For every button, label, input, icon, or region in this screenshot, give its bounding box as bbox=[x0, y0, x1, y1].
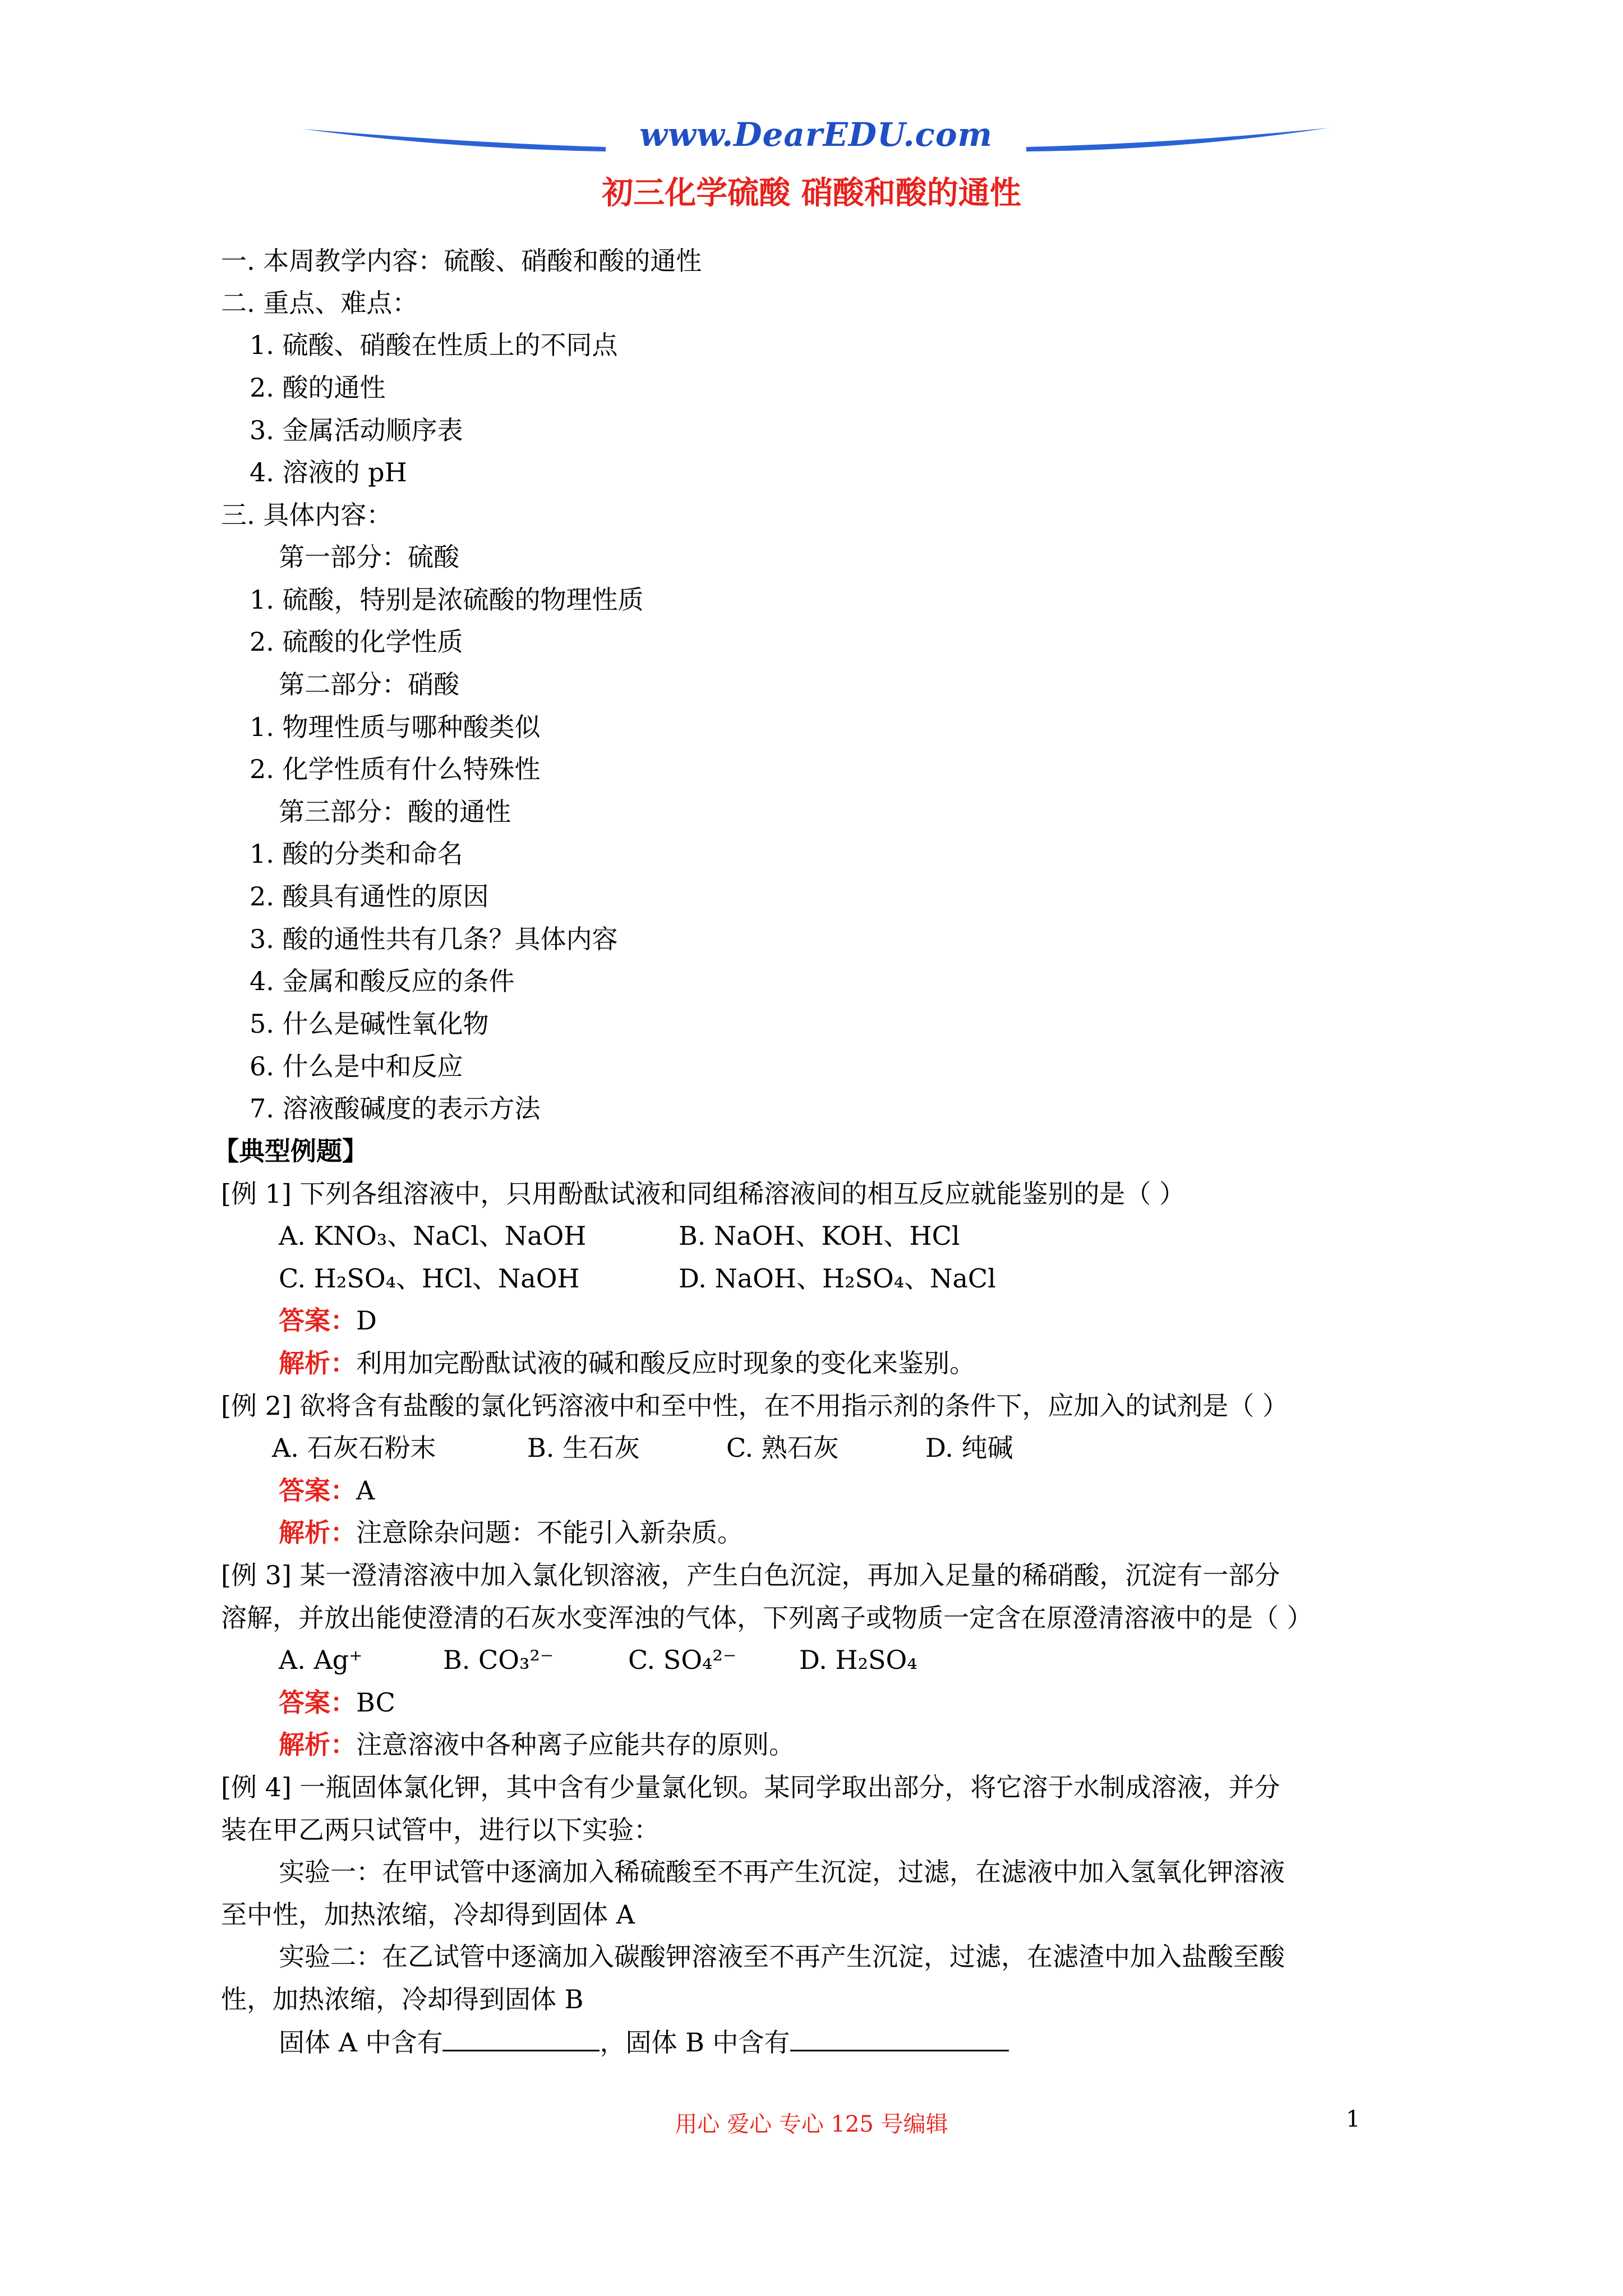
analysis-text: 注意除杂问题：不能引入新杂质。 bbox=[356, 1517, 743, 1548]
example-2-answer bbox=[279, 1474, 375, 1507]
example-1-choice-d: D. NaOH、H₂SO₄、NaCl bbox=[679, 1263, 996, 1294]
answer-blank-a[interactable] bbox=[442, 2025, 600, 2051]
answer-value: D bbox=[356, 1305, 377, 1336]
example-2-stem: [例 2] 欲将含有盐酸的氯化钙溶液中和至中性，在不用指示剂的条件下，应加入的试剂是（ ） bbox=[221, 1391, 1289, 1421]
example-2-choice-c: C. 熟石灰 bbox=[726, 1433, 839, 1463]
example-2-choice-a: A. 石灰石粉末 bbox=[272, 1433, 436, 1463]
analysis-label: 解析： bbox=[279, 1348, 356, 1378]
list-item: 6. 什么是中和反应 bbox=[250, 1051, 463, 1082]
list-item: 3. 金属活动顺序表 bbox=[250, 415, 463, 445]
question-solid-a: 固体 A 中含有 bbox=[279, 2027, 443, 2058]
answer-blank-b[interactable] bbox=[790, 2025, 1009, 2051]
example-3-stem-cont: 溶解，并放出能使澄清的石灰水变浑浊的气体，下列离子或物质一定含在原澄清溶液中的是（ ） bbox=[221, 1603, 1313, 1633]
example-1-stem: [例 1] 下列各组溶液中，只用酚酞试液和同组稀溶液间的相互反应就能鉴别的是（ ） bbox=[221, 1179, 1186, 1209]
list-item: 1. 硫酸、硝酸在性质上的不同点 bbox=[250, 330, 618, 360]
answer-value: A bbox=[356, 1475, 375, 1506]
answer-value: BC bbox=[356, 1687, 395, 1718]
example-3-stem: [例 3] 某一澄清溶液中加入氯化钡溶液，产生白色沉淀，再加入足量的稀硝酸，沉淀有一部分 bbox=[221, 1560, 1280, 1590]
analysis-label: 解析： bbox=[279, 1517, 356, 1548]
example-4-stem-cont: 装在甲乙两只试管中，进行以下实验： bbox=[221, 1815, 660, 1845]
example-2-analysis bbox=[279, 1516, 743, 1549]
part-heading: 第三部分：酸的通性 bbox=[279, 797, 511, 827]
list-item: 7. 溶液酸碱度的表示方法 bbox=[250, 1093, 541, 1124]
example-2-choice-d: D. 纯碱 bbox=[925, 1433, 1013, 1463]
experiment-1: 实验一：在甲试管中逐滴加入稀硫酸至不再产生沉淀，过滤，在滤液中加入氢氧化钾溶液 bbox=[279, 1857, 1285, 1887]
page-number: 1 bbox=[1346, 2106, 1361, 2132]
list-item: 1. 酸的分类和命名 bbox=[250, 839, 463, 869]
example-4-question bbox=[279, 2025, 1009, 2059]
list-item: 3. 酸的通性共有几条？具体内容 bbox=[250, 924, 618, 954]
list-item: 4. 金属和酸反应的条件 bbox=[250, 966, 515, 996]
analysis-text: 利用加完酚酞试液的碱和酸反应时现象的变化来鉴别。 bbox=[356, 1348, 975, 1378]
example-4-stem: [例 4] 一瓶固体氯化钾，其中含有少量氯化钡。某同学取出部分，将它溶于水制成溶液，并分 bbox=[221, 1772, 1280, 1802]
list-item: 2. 酸具有通性的原因 bbox=[250, 881, 489, 912]
page-title: 初三化学硫酸 硝酸和酸的通性 bbox=[602, 175, 1021, 211]
answer-label: 答案： bbox=[279, 1687, 356, 1718]
example-3-choice-a: A. Ag⁺ bbox=[279, 1645, 363, 1675]
logo-text: www.DearEDU.com bbox=[639, 116, 993, 154]
experiment-2: 实验二：在乙试管中逐滴加入碳酸钾溶液至不再产生沉淀，过滤，在滤渣中加入盐酸至酸 bbox=[279, 1941, 1285, 1972]
example-3-answer bbox=[279, 1686, 395, 1719]
example-3-choice-b: B. CO₃²⁻ bbox=[443, 1645, 554, 1675]
site-logo bbox=[303, 112, 1329, 168]
experiment-2-cont: 性，加热浓缩，冷却得到固体 B bbox=[221, 1984, 584, 2014]
answer-label: 答案： bbox=[279, 1305, 356, 1336]
analysis-text: 注意溶液中各种离子应能共存的原则。 bbox=[356, 1729, 795, 1760]
list-item: 2. 化学性质有什么特殊性 bbox=[250, 754, 541, 784]
footer-text: 用心 爱心 专心 125 号编辑 bbox=[675, 2111, 948, 2137]
list-item: 1. 硫酸，特别是浓硫酸的物理性质 bbox=[250, 585, 644, 615]
section-3: 三. 具体内容： bbox=[221, 500, 393, 530]
part-heading: 第一部分：硫酸 bbox=[279, 542, 459, 572]
example-2-choice-b: B. 生石灰 bbox=[527, 1433, 640, 1463]
section-2: 二. 重点、难点： bbox=[221, 288, 418, 318]
examples-heading: 【典型例题】 bbox=[213, 1136, 368, 1166]
part-heading: 第二部分：硝酸 bbox=[279, 669, 459, 700]
example-1-answer bbox=[279, 1304, 377, 1337]
question-solid-b: ，固体 B 中含有 bbox=[600, 2027, 790, 2058]
example-3-choice-d: D. H₂SO₄ bbox=[799, 1645, 917, 1675]
list-item: 2. 酸的通性 bbox=[250, 372, 386, 403]
example-1-choice-c: C. H₂SO₄、HCl、NaOH bbox=[279, 1263, 580, 1294]
list-item: 2. 硫酸的化学性质 bbox=[250, 627, 463, 657]
section-1: 一. 本周教学内容：硫酸、硝酸和酸的通性 bbox=[221, 246, 702, 276]
example-1-choice-a: A. KNO₃、NaCl、NaOH bbox=[279, 1221, 587, 1251]
analysis-label: 解析： bbox=[279, 1729, 356, 1760]
list-item: 4. 溶液的 pH bbox=[250, 457, 407, 487]
example-1-analysis bbox=[279, 1346, 975, 1380]
example-3-choice-c: C. SO₄²⁻ bbox=[628, 1645, 737, 1675]
example-1-choice-b: B. NaOH、KOH、HCl bbox=[679, 1221, 960, 1251]
answer-label: 答案： bbox=[279, 1475, 356, 1506]
experiment-1-cont: 至中性，加热浓缩，冷却得到固体 A bbox=[221, 1899, 635, 1930]
list-item: 1. 物理性质与哪种酸类似 bbox=[250, 712, 541, 742]
list-item: 5. 什么是碱性氧化物 bbox=[250, 1009, 489, 1039]
example-3-analysis bbox=[279, 1728, 795, 1761]
